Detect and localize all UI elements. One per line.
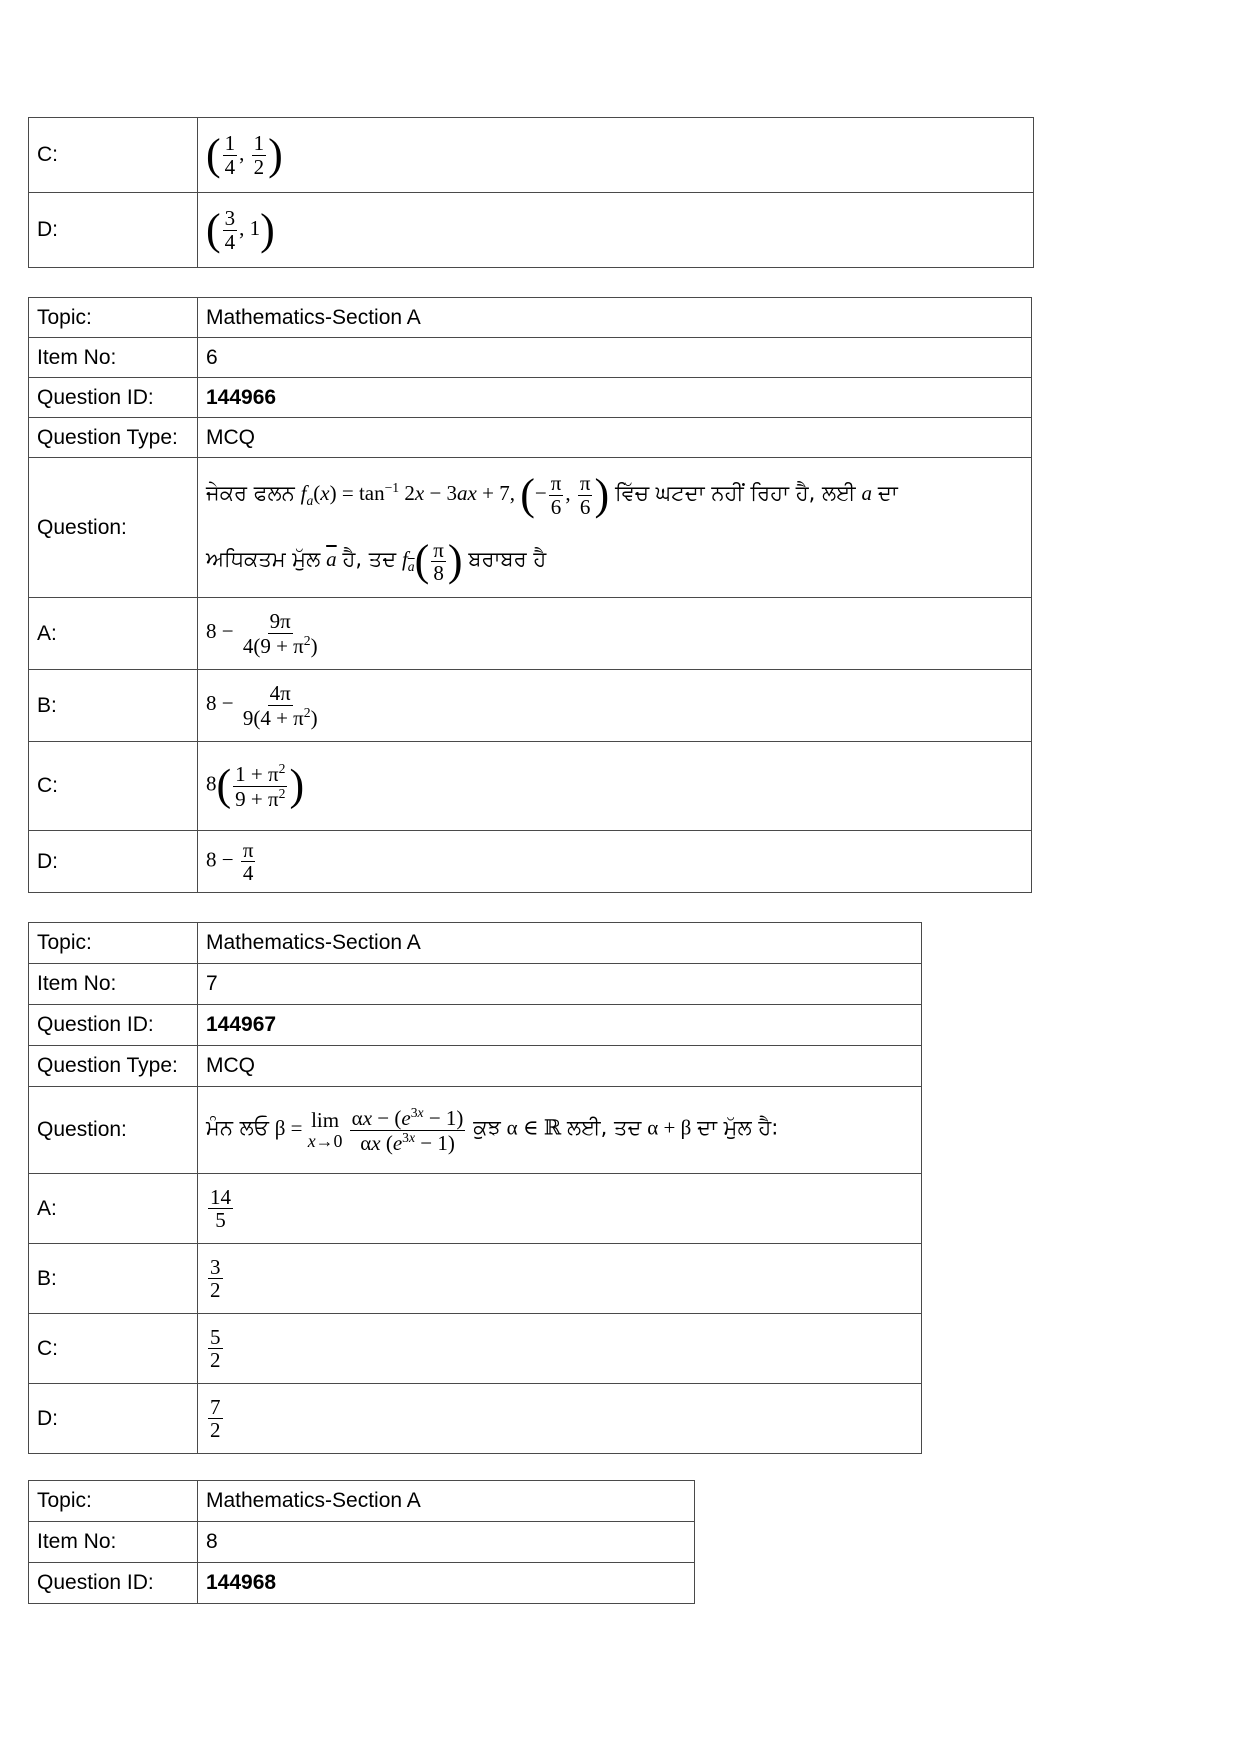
option-b-label: B:: [29, 1244, 198, 1314]
question-text: ਦਾ ਮੁੱਲ ਹੈ:: [697, 1115, 779, 1140]
option-d-value: 8 − $\frac{\pi}{4}$: [198, 831, 1032, 893]
option-value: ( $\frac{1}{4}$ , $\frac{1}{2}$ ): [198, 118, 1034, 193]
question-type-label: Question Type:: [29, 418, 198, 458]
question-id-value: 144967: [198, 1005, 922, 1046]
option-d-label: D:: [29, 831, 198, 893]
option-d-label: D:: [29, 1384, 198, 1454]
question-id-label: Question ID:: [29, 1563, 198, 1604]
question-table-8: [28, 1480, 695, 1604]
item-no-label: Item No:: [29, 1522, 198, 1563]
question-type-value: MCQ: [198, 418, 1032, 458]
option-c-value: $\frac{5}{2}$: [198, 1314, 922, 1384]
question-id-label: Question ID:: [29, 1005, 198, 1046]
question-type-value: MCQ: [198, 1046, 922, 1087]
item-no-value: 8: [198, 1522, 695, 1563]
option-value: ( $\frac{3}{4}$ , 1): [198, 193, 1034, 268]
question-id-value: 144968: [198, 1563, 695, 1604]
question-id-value: 144966: [198, 378, 1032, 418]
topic-value: Mathematics-Section A: [198, 298, 1032, 338]
question-table-6: [28, 297, 1032, 893]
question-label: Question:: [29, 458, 198, 598]
question-text: ਬਰਾਬਰ ਹੈ: [468, 547, 547, 571]
option-label: D:: [29, 193, 198, 268]
option-c-value: 8( $\frac{1 + \pi^2}{9 + \pi^2}$ ): [198, 742, 1032, 831]
question-id-label: Question ID:: [29, 378, 198, 418]
item-no-label: Item No:: [29, 338, 198, 378]
topic-value: Mathematics-Section A: [198, 1481, 695, 1522]
question-text: ਵਿੱਚ ਘਟਦਾ ਨਹੀਂ ਰਿਹਾ ਹੈ, ਲਈ: [614, 480, 856, 505]
option-a-label: A:: [29, 1174, 198, 1244]
option-d-value: $\frac{7}{2}$: [198, 1384, 922, 1454]
question-text: ਕੁਝ: [473, 1115, 501, 1140]
option-b-label: B:: [29, 670, 198, 742]
option-a-value: $\frac{14}{5}$: [198, 1174, 922, 1244]
item-no-value: 6: [198, 338, 1032, 378]
question-text: ਅਧਿਕਤਮ ਮੁੱਲ: [206, 547, 321, 571]
question-body: ਜੇਕਰ ਫਲਨ $f_a(x) = \tan^{-1} 2x - 3ax + 7$, (− $\frac{\pi}{6}$ , $\frac{\pi}{6}$ ) ਵਿੱਚ ਘਟਦਾ ਨਹੀਂ ਰਿਹਾ ਹੈ, ਲਈ a ਦਾ ਅਧਿਕਤਮ ਮੁੱਲ $\overline{a}$ ਹੈ, ਤਦ $f_{\overline{a}}$( $\frac{\pi}{8}$ ) ਬਰਾਬਰ ਹੈ: [198, 458, 1032, 598]
option-c-label: C:: [29, 742, 198, 831]
question-text: ਮੰਨ ਲਓ: [206, 1115, 269, 1140]
topic-label: Topic:: [29, 923, 198, 964]
question-text: ਲਈ, ਤਦ: [566, 1115, 642, 1140]
question-body: ਮੰਨ ਲਓ β = lim x→0 $\frac{\alpha x - (e^{3x} - 1)}{\alpha x (e^{3x} - 1)}$ ਕੁਝ α ∈ ℝ ਲਈ, ਤਦ α + β ਦਾ ਮੁੱਲ ਹੈ:: [198, 1087, 922, 1174]
question-table-7: [28, 922, 922, 1454]
question-table-5-options: [28, 117, 1034, 268]
topic-label: Topic:: [29, 1481, 198, 1522]
option-a-label: A:: [29, 598, 198, 670]
option-a-value: 8 − $\frac{9\pi}{4(9 + \pi^2)}$: [198, 598, 1032, 670]
item-no-label: Item No:: [29, 964, 198, 1005]
option-label: C:: [29, 118, 198, 193]
question-label: Question:: [29, 1087, 198, 1174]
topic-value: Mathematics-Section A: [198, 923, 922, 964]
item-no-value: 7: [198, 964, 922, 1005]
option-b-value: 8 − $\frac{4\pi}{9(4 + \pi^2)}$: [198, 670, 1032, 742]
question-text: ਜੇਕਰ ਫਲਨ: [206, 480, 295, 505]
question-type-label: Question Type:: [29, 1046, 198, 1087]
option-c-label: C:: [29, 1314, 198, 1384]
topic-label: Topic:: [29, 298, 198, 338]
question-text: ਹੈ, ਤਦ: [342, 547, 397, 571]
question-text: ਦਾ: [877, 480, 898, 505]
option-b-value: $\frac{3}{2}$: [198, 1244, 922, 1314]
